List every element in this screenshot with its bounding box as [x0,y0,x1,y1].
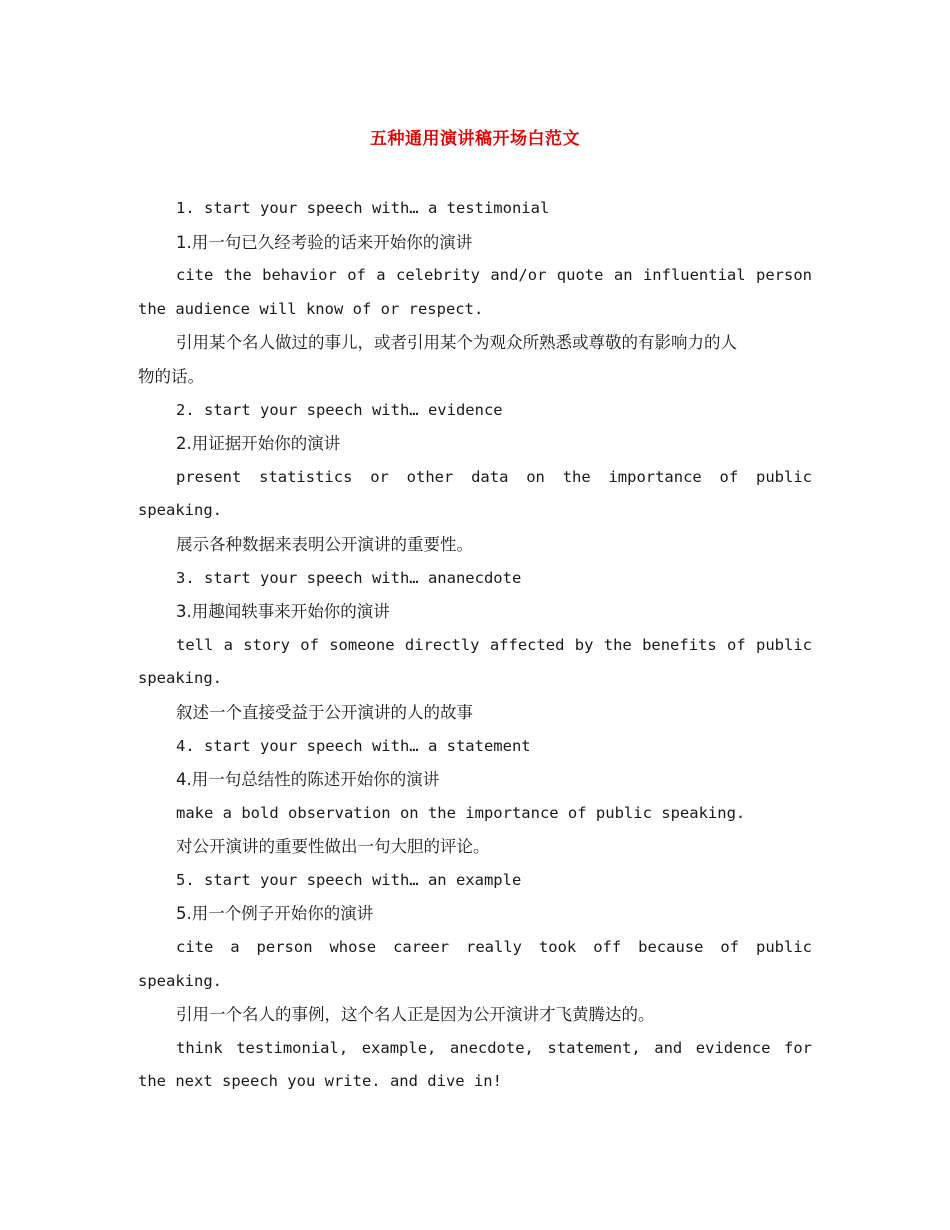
paragraph-1-zh-line-1: 引用某个名人做过的事儿，或者引用某个为观众所熟悉或尊敬的有影响力的人 [176,333,737,353]
heading-5-zh: 5.用一个例子开始你的演讲 [176,904,374,924]
paragraph-2-en-line-1: present statistics or other data on the importance of public [176,467,812,486]
paragraph-2-en-line-2: speaking. [138,501,222,520]
paragraph-1-en-line-1: cite the behavior of a celebrity and/or quote an influential person [176,266,812,285]
heading-2-en: 2. start your speech with… evidence [176,400,503,419]
paragraph-2-zh: 展示各种数据来表明公开演讲的重要性。 [176,534,473,554]
paragraph-1-zh-line-2: 物的话。 [138,366,204,386]
paragraph-3-en-line-1: tell a story of someone directly affected by the benefits of public [176,635,812,654]
heading-2-zh: 2.用证据开始你的演讲 [176,434,341,454]
heading-3-en: 3. start your speech with… ananecdote [176,568,522,587]
heading-4-zh: 4.用一句总结性的陈述开始你的演讲 [176,770,440,790]
paragraph-3-en-line-2: speaking. [138,669,222,688]
paragraph-1-en-line-2: the audience will know of or respect. [138,299,484,318]
heading-5-en: 5. start your speech with… an example [176,870,522,889]
paragraph-5-zh: 引用一个名人的事例，这个名人正是因为公开演讲才飞黄腾达的。 [176,1005,655,1025]
closing-line-2: the next speech you write. and dive in! [138,1072,502,1091]
document-body [138,192,812,1099]
paragraph-4-zh: 对公开演讲的重要性做出一句大胆的评论。 [176,837,490,857]
heading-1-zh: 1.用一句已久经考验的话来开始你的演讲 [176,232,473,252]
closing-line-1: think testimonial, example, anecdote, statement, and evidence for [176,1038,812,1057]
paragraph-4-en: make a bold observation on the importance of public speaking. [176,803,746,822]
document-title: 五种通用演讲稿开场白范文 [370,129,580,149]
heading-4-en: 4. start your speech with… a statement [176,736,531,755]
heading-3-zh: 3.用趣闻轶事来开始你的演讲 [176,602,390,622]
paragraph-5-en-line-2: speaking. [138,971,222,990]
heading-1-en: 1. start your speech with… a testimonial [176,199,550,217]
paragraph-5-en-line-1: cite a person whose career really took off because of public [176,938,812,957]
paragraph-3-zh: 叙述一个直接受益于公开演讲的人的故事 [176,702,473,722]
